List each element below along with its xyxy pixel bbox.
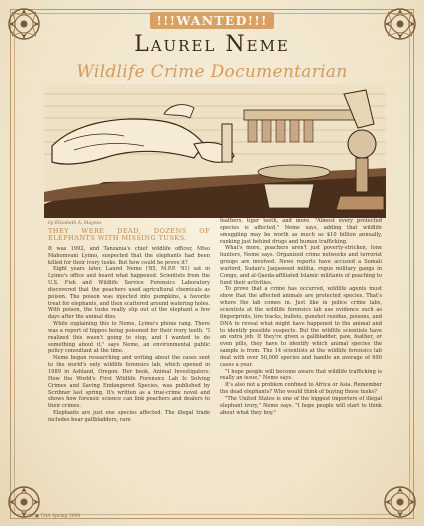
paragraph: Neme began researching and writing about the cases sent to the world's only wildlife forensics lab, which opened in 1989 in Ashland, Oregon. Her book, Animal Investigators: How the World's First Wildlife Forensics Lab Is Solving Crimes and Saving Endangered Species, was published by Scribner last spring. It's written as a true-crime novel and shows how forensic science can link poachers and dealers to their crimes. <box>48 355 210 410</box>
page-title: Laurel Neme <box>134 32 290 57</box>
paragraph: "I hope people will become aware that wildlife trafficking is really an issue," Neme says. <box>220 368 382 382</box>
corner-ornament-icon <box>378 480 422 524</box>
article-deck: THEY WERE DEAD, DOZENS OF ELEPHANTS WITH MISSING TUSKS. <box>48 227 210 243</box>
wanted-banner <box>150 12 274 29</box>
paragraph: Eight years later, Laurel Neme ('85, M.P.P. '91) sat in Lyimo's office and heard what happened. Scientists from the U.S. Fish and Wildlife Service Forensics Laboratory discovered that the poachers used agricultural chemicals as poison. The poison was injected into pumpkins, a favorite treat for elephants, and then scattered around watering holes. With poison, the tusks really slip out of the elephant a few days after the animal dies. <box>48 266 210 321</box>
article-column-right <box>220 218 382 416</box>
paragraph: It was 1992, and Tanzania's chief wildlife officer, Mtso Mahomvani Lyimo, suspected that the elephants had been killed for their ivory tusks. But how could he prove it? <box>48 245 210 266</box>
byline: by Elizabeth A. Maynes <box>48 221 102 226</box>
lab-illustration <box>44 84 386 218</box>
page-footer: 26 ● UAA Spring 2009 <box>28 514 81 519</box>
paragraph: While explaining this to Neme, Lyimo's phone rang. There was a report of hippos being poisoned for their ivory teeth. "I realized this wasn't going to stop, and I wanted to do something about it," says Neme, an environmental public policy consultant at the time. <box>48 321 210 355</box>
paragraph: "The United States is one of the biggest importers of illegal elephant ivory," Neme says. "I hope people will start to think about what they buy." <box>220 395 382 416</box>
paragraph: Elephants are just one species affected. The illegal trade includes bear gallbladders, rare <box>48 410 210 423</box>
paragraph: feathers, tiger teeth, and more. "Almost every protected species is affected," Neme says, adding that wildlife smuggling may be worth as much as $10 billion annually, ranking just behind drugs and human trafficking. <box>220 218 382 245</box>
article-column-left <box>48 228 210 424</box>
wanted-label: !!!WANTED!!! <box>156 13 268 28</box>
page-subtitle: Wildlife Crime Documentarian <box>76 62 348 82</box>
paragraph: To prove that a crime has occurred, wildlife agents must show that the affected animals are protected species. That's where the lab comes in. Just like in police crime labs, scientists at the wildlife forensics lab use evidence such as fingerprints, tire tracks, bullets, gunshot residue, poisons, and DNA to reveal what might have happened to the animal and to identify possible suspects. But the wildlife scientists have an extra job. If they're given a gallbladder, paw, feather, or even pills, they have to identify which animal species the sample is from. The 14 scientists at the wildlife forensics lab deal with over 50,000 species and handle an average of 600 cases a year. <box>220 286 382 368</box>
paragraph: It's also not a problem confined to Africa or Asia. Remember the dead elephants? Who would think of buying those tusks? <box>220 382 382 396</box>
paragraph: What's more, poachers aren't just poverty-stricken, lone hunters, Neme says. Organized crime networks and terrorist groups are involved. News reports have accused a Somali warlord, Sudan's Janjaweed militia, rogue military gangs in Congo, and al-Qaeda-affiliated Islamic militants of poaching to fund their activities. <box>220 245 382 286</box>
